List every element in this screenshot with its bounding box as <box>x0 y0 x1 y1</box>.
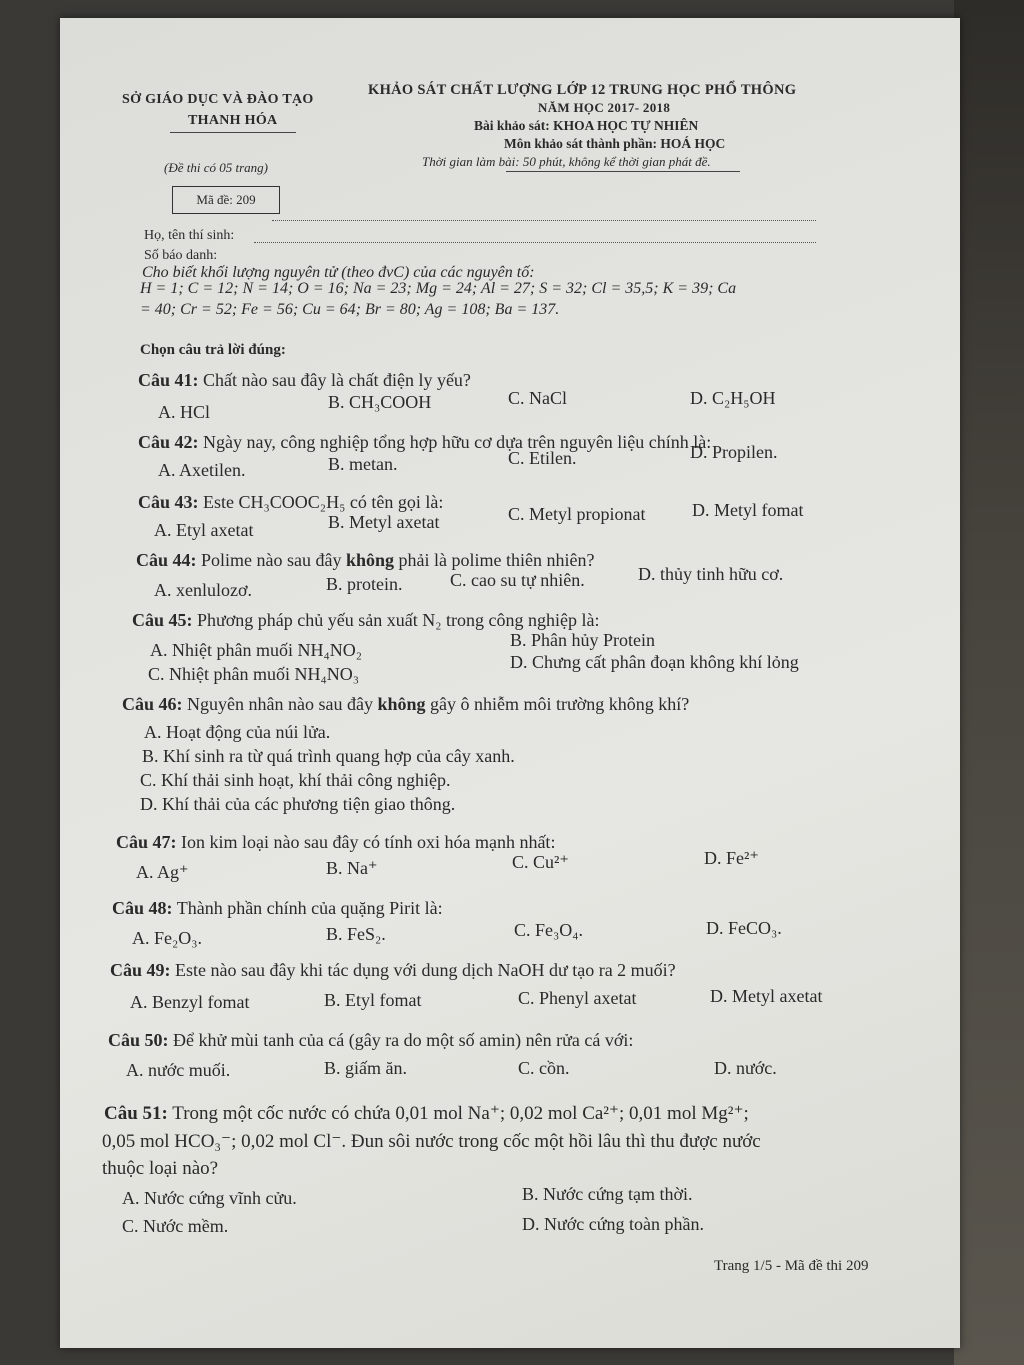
q41-option-b: B. CH₃COOH <box>328 392 432 412</box>
candidate-id-label: Số báo danh: <box>144 248 218 263</box>
question-48: Câu 48: Thành phần chính của quặng Pirit là: <box>112 898 443 918</box>
question-44: Câu 44: Polime nào sau đây không phải là polime thiên nhiên? <box>136 550 595 570</box>
atomic-masses-line2: = 40; Cr = 52; Fe = 56; Cu = 64; Br = 80; Ag = 108; Ba = 137. <box>140 301 560 318</box>
atomic-masses-line1: H = 1; C = 12; N = 14; O = 16; Na = 23; Mg = 24; Al = 27; S = 32; Cl = 35,5; K = 39; Ca <box>140 280 737 297</box>
q51-option-a: A. Nước cứng vĩnh cửu. <box>122 1188 297 1208</box>
question-51-line2: 0,05 mol HCO₃⁻; 0,02 mol Cl⁻. Đun sôi nước trong cốc một hồi lâu thì thu được nước <box>102 1131 761 1152</box>
question-51: Câu 51: Trong một cốc nước có chứa 0,01 mol Na⁺; 0,02 mol Ca²⁺; 0,01 mol Mg²⁺; <box>104 1103 749 1124</box>
q48-option-a: A. Fe₂O₃. <box>132 928 203 948</box>
q47-option-d: D. Fe²⁺ <box>704 848 759 868</box>
question-45: Câu 45: Phương pháp chủ yếu sản xuất N₂ trong công nghiệp là: <box>132 610 600 630</box>
q44-option-c: C. cao su tự nhiên. <box>450 570 585 590</box>
header-subject-group: Bài khảo sát: KHOA HỌC TỰ NHIÊN <box>474 118 699 133</box>
q47-option-c: C. Cu²⁺ <box>512 852 569 872</box>
header-subject: Môn khảo sát thành phần: HOÁ HỌC <box>504 136 726 151</box>
q51-option-c: C. Nước mềm. <box>122 1216 229 1236</box>
background-right <box>954 0 1024 1365</box>
header-underline <box>170 132 296 133</box>
q51-option-d: D. Nước cứng toàn phần. <box>522 1214 704 1234</box>
q41-option-d: D. C₂H₅OH <box>690 388 776 408</box>
question-50: Câu 50: Để khử mùi tanh của cá (gây ra do một số amin) nên rửa cá với: <box>108 1030 634 1050</box>
q50-option-a: A. nước muối. <box>126 1060 231 1080</box>
q47-option-a: A. Ag⁺ <box>136 862 189 882</box>
header-department: SỞ GIÁO DỤC VÀ ĐÀO TẠO <box>122 92 314 107</box>
question-42: Câu 42: Ngày nay, công nghiệp tổng hợp hữu cơ dựa trên nguyên liệu chính là: <box>138 432 712 452</box>
header-exam-title: KHẢO SÁT CHẤT LƯỢNG LỚP 12 TRUNG HỌC PHỔ THÔNG <box>368 82 797 98</box>
q41-option-a: A. HCl <box>158 402 211 422</box>
q42-option-b: B. metan. <box>328 454 398 474</box>
q46-option-c: C. Khí thải sinh hoạt, khí thải công nghiệp. <box>140 770 451 790</box>
q46-option-a: A. Hoạt động của núi lửa. <box>144 722 331 742</box>
q42-option-a: A. Axetilen. <box>158 460 246 480</box>
q43-option-c: C. Metyl propionat <box>508 504 646 524</box>
q46-option-b: B. Khí sinh ra từ quá trình quang hợp của cây xanh. <box>142 746 515 766</box>
question-47: Câu 47: Ion kim loại nào sau đây có tính oxi hóa mạnh nhất: <box>116 832 556 852</box>
time-underline <box>506 171 740 172</box>
question-49: Câu 49: Este nào sau đây khi tác dụng với dung dịch NaOH dư tạo ra 2 muối? <box>110 960 676 980</box>
atomic-masses-intro: Cho biết khối lượng nguyên tử (theo đvC) của các nguyên tố: <box>142 264 535 281</box>
q41-option-c: C. NaCl <box>508 388 568 408</box>
instruction: Chọn câu trả lời đúng: <box>140 342 286 358</box>
q50-option-b: B. giấm ăn. <box>324 1058 407 1078</box>
time-note: Thời gian làm bài: 50 phút, không kể thời gian phát đề. <box>422 154 711 169</box>
header-province: THANH HÓA <box>188 113 278 128</box>
q43-option-d: D. Metyl fomat <box>692 500 804 520</box>
q44-option-b: B. protein. <box>326 574 403 594</box>
q49-option-c: C. Phenyl axetat <box>518 988 637 1008</box>
page-footer: Trang 1/5 - Mã đề thi 209 <box>714 1258 869 1274</box>
header-school-year: NĂM HỌC 2017- 2018 <box>538 100 671 115</box>
q44-option-d: D. thủy tinh hữu cơ. <box>638 564 784 584</box>
question-51-line3: thuộc loại nào? <box>102 1158 219 1179</box>
q45-option-d: D. Chưng cất phân đoạn không khí lỏng <box>510 652 799 672</box>
candidate-id-line <box>254 242 816 243</box>
q45-option-c: C. Nhiệt phân muối NH₄NO₃ <box>148 664 360 684</box>
q44-option-a: A. xenlulozơ. <box>154 580 252 600</box>
q43-option-a: A. Etyl axetat <box>154 520 254 540</box>
q50-option-d: D. nước. <box>714 1058 777 1078</box>
q42-option-d: D. Propilen. <box>690 442 778 462</box>
question-46: Câu 46: Nguyên nhân nào sau đây không gây ô nhiễm môi trường không khí? <box>122 694 690 714</box>
exam-code-box: Mã đề: 209 <box>172 186 280 214</box>
q49-option-b: B. Etyl fomat <box>324 990 422 1010</box>
q46-option-d: D. Khí thải của các phương tiện giao thông. <box>140 794 456 814</box>
candidate-name-line <box>272 220 816 221</box>
candidate-name-label: Họ, tên thí sinh: <box>144 228 235 243</box>
q48-option-d: D. FeCO₃. <box>706 918 782 938</box>
q49-option-a: A. Benzyl fomat <box>130 992 250 1012</box>
q50-option-c: C. cồn. <box>518 1058 570 1078</box>
pages-note: (Đề thi có 05 trang) <box>164 160 268 175</box>
q48-option-b: B. FeS₂. <box>326 924 386 944</box>
question-41: Câu 41: Chất nào sau đây là chất điện ly yếu? <box>138 370 471 390</box>
exam-page <box>60 18 960 1348</box>
q45-option-b: B. Phân hủy Protein <box>510 630 656 650</box>
question-43: Câu 43: Este CH₃COOC₂H₅ có tên gọi là: <box>138 492 444 512</box>
q45-option-a: A. Nhiệt phân muối NH₄NO₂ <box>150 640 363 660</box>
q51-option-b: B. Nước cứng tạm thời. <box>522 1184 693 1204</box>
q48-option-c: C. Fe₃O₄. <box>514 920 584 940</box>
q43-option-b: B. Metyl axetat <box>328 512 440 532</box>
q49-option-d: D. Metyl axetat <box>710 986 823 1006</box>
q42-option-c: C. Etilen. <box>508 448 577 468</box>
q47-option-b: B. Na⁺ <box>326 858 378 878</box>
